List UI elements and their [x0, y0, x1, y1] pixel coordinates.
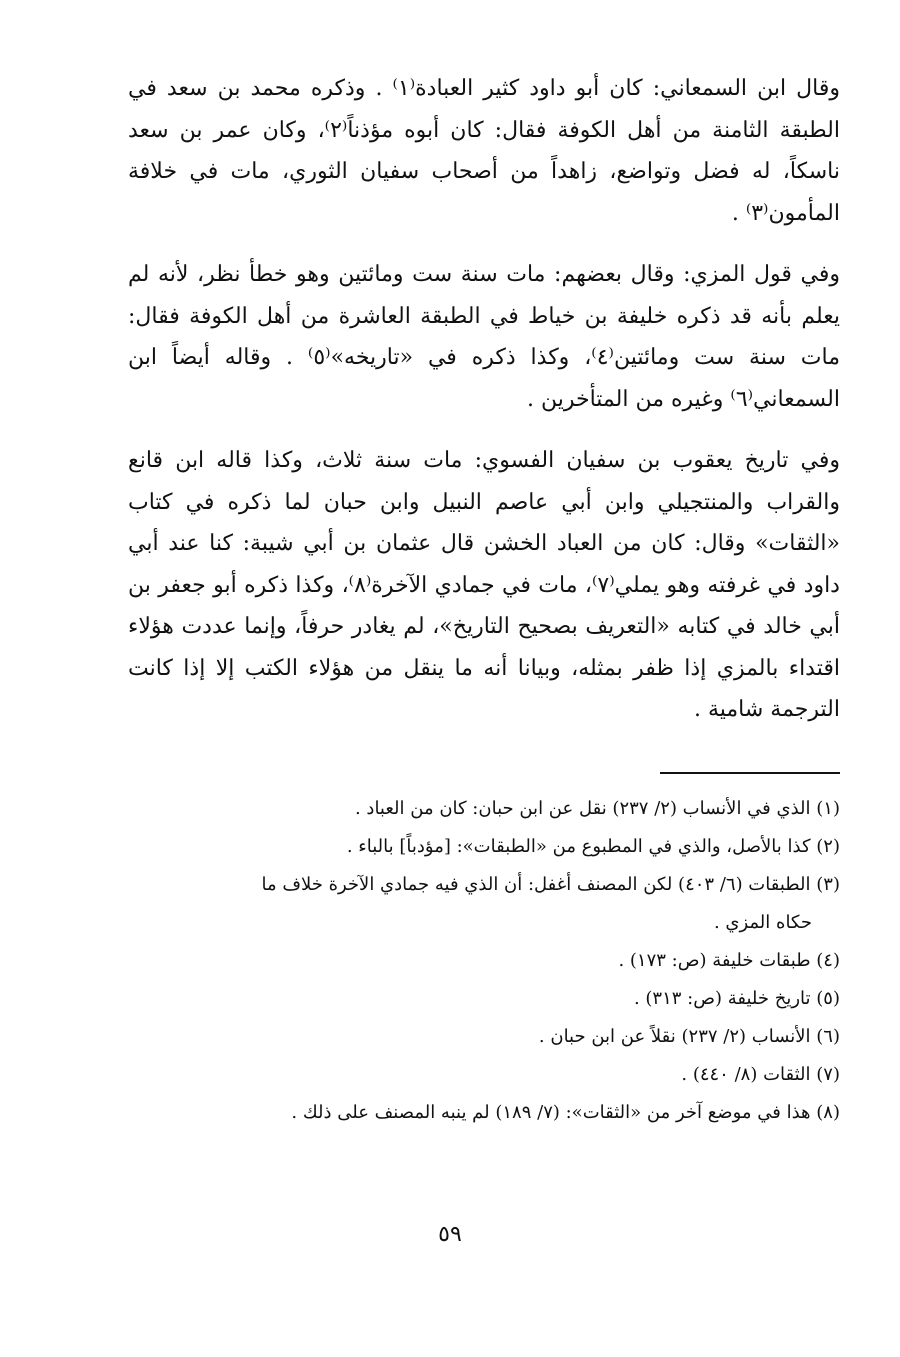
footnote-text: طبقات خليفة (ص: ١٧٣) .: [618, 950, 811, 971]
paragraph-3: وفي تاريخ يعقوب بن سفيان الفسوي: مات سنة ثلاث، وكذا قاله ابن قانع والقراب والمنتجيلي وابن أبي عاصم النبيل وابن حبان لما ذكره في كتاب «الثقات» وقال: كان من العباد الخشن قال عثمان بن أبي شيبة: كنا عند أبي داود في غرفته وهو يملي⁽٧⁾، مات في جمادي الآخرة⁽٨⁾، وكذا ذكره أبو جعفر بن أبي خالد في كتابه «التعريف بصحيح التاريخ»، لم يغادر حرفاً، وإنما عددت هؤلاء اقتداء بالمزي إذا ظفر بمثله، وبيانا أنه ما ينقل من هؤلاء الكتب إلا إذا كانت الترجمة شامية .: [128, 448, 841, 722]
footnote-text: الطبقات (٦/ ٤٠٣) لكن المصنف أغفل: أن الذي فيه جمادي الآخرة خلاف ما: [261, 874, 811, 895]
footnote-text: الذي في الأنساب (٢/ ٢٣٧) نقل عن ابن حبان: كان من العباد .: [354, 798, 811, 819]
footnote-7: [128, 1056, 840, 1094]
footnote-number: (٦): [816, 1026, 840, 1047]
footnote-8: [128, 1094, 840, 1132]
footnote-1: [128, 790, 840, 828]
main-text: [128, 68, 840, 731]
page-number: ٥٩: [438, 1222, 462, 1247]
footnote-number: (٣): [816, 874, 840, 895]
footnote-number: (٨): [816, 1102, 840, 1123]
footnote-3-continuation: حكاه المزي .: [713, 912, 812, 933]
footnote-text: الأنساب (٢/ ٢٣٧) نقلاً عن ابن حبان .: [538, 1026, 811, 1047]
footnote-number: (٢): [816, 836, 840, 857]
footnote-text: الثقات (٨/ ٤٤٠) .: [681, 1064, 811, 1085]
footnote-text: هذا في موضع آخر من «الثقات»: (٧/ ١٨٩) لم ينبه المصنف على ذلك .: [291, 1102, 811, 1123]
footnotes: [128, 790, 840, 1132]
footnote-number: (١): [816, 798, 840, 819]
footnote-number: (٤): [816, 950, 840, 971]
footnote-number: (٧): [816, 1064, 840, 1085]
footnote-text: تاريخ خليفة (ص: ٣١٣) .: [633, 988, 811, 1009]
footnote-5: [128, 980, 840, 1018]
footnote-3: [128, 866, 840, 904]
footnote-6: [128, 1018, 840, 1056]
paragraph-2: وفي قول المزي: وقال بعضهم: مات سنة ست ومائتين وهو خطأ نظر، لأنه لم يعلم بأنه قد ذكره خليفة بن خياط في الطبقة العاشرة من أهل الكوفة فقال: مات سنة ست ومائتين⁽٤⁾، وكذا ذكره في «تاريخه»⁽٥⁾ . وقاله أيضاً ابن السمعاني⁽٦⁾ وغيره من المتأخرين .: [128, 262, 841, 412]
footnote-2: [128, 828, 840, 866]
footnote-4: [128, 942, 840, 980]
footnote-number: (٥): [816, 988, 840, 1009]
footnote-text: كذا بالأصل، والذي في المطبوع من «الطبقات»: [مؤدباً] بالباء .: [346, 836, 811, 857]
paragraph-1: وقال ابن السمعاني: كان أبو داود كثير العبادة⁽١⁾ . وذكره محمد بن سعد في الطبقة الثامنة من أهل الكوفة فقال: كان أبوه مؤذناً⁽٢⁾، وكان عمر بن سعد ناسكاً، له فضل وتواضع، زاهداً من أصحاب سفيان الثوري، مات في خلافة المأمون⁽٣⁾ .: [128, 76, 840, 226]
footnote-divider: [660, 772, 840, 774]
